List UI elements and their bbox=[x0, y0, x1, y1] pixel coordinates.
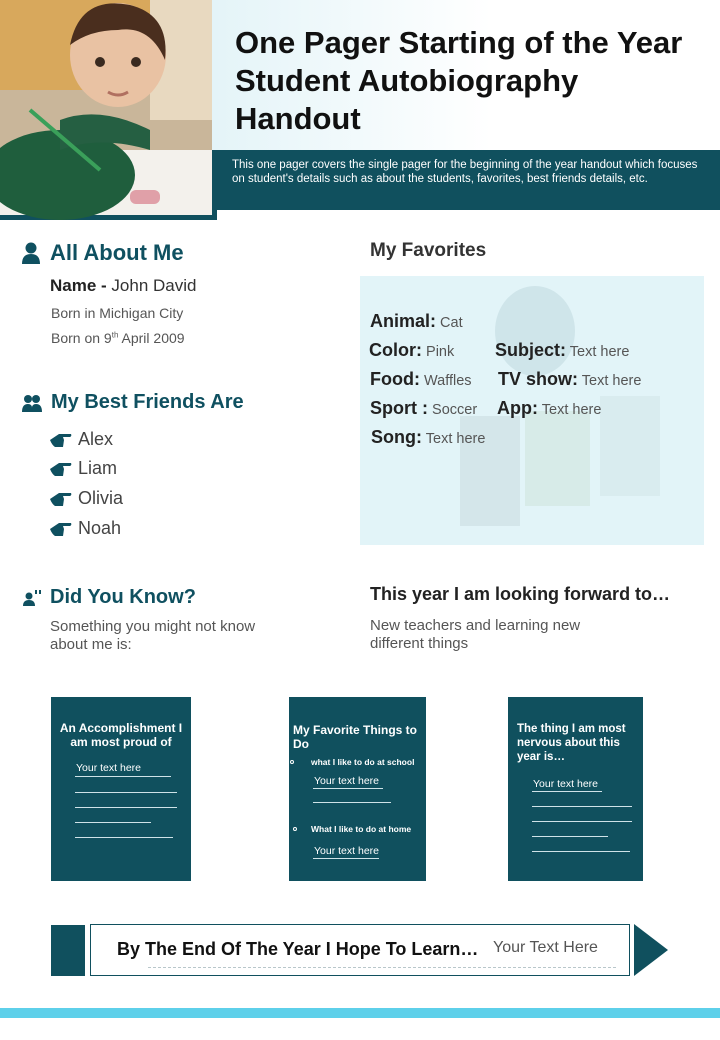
friends-heading: My Best Friends Are bbox=[51, 391, 244, 413]
card-line bbox=[532, 836, 608, 837]
color-value: Pink bbox=[426, 344, 455, 360]
sport-value: Soccer bbox=[432, 402, 478, 418]
born-date-suffix: April 2009 bbox=[118, 330, 185, 346]
animal-label: Animal: bbox=[370, 311, 437, 331]
student-photo bbox=[0, 0, 217, 220]
nervous-title: The thing I am most nervous about this year is… bbox=[517, 723, 626, 763]
person-icon bbox=[22, 242, 40, 264]
sport-label: Sport : bbox=[370, 398, 428, 418]
favorite-sport bbox=[370, 398, 477, 419]
accomplishment-text: Your text here bbox=[76, 762, 141, 774]
pointing-hand-icon bbox=[50, 491, 72, 507]
card-line bbox=[75, 807, 177, 808]
did-you-know-header bbox=[22, 586, 196, 609]
about-heading: All About Me bbox=[50, 240, 184, 265]
favorite-song bbox=[371, 427, 485, 448]
page-title: One Pager Starting of the Year Student Autobiography Handout bbox=[235, 25, 683, 136]
born-date bbox=[51, 330, 185, 346]
food-label: Food: bbox=[370, 369, 420, 389]
did-you-know-heading: Did You Know? bbox=[50, 586, 196, 608]
favorite-things-title: My Favorite Things to Do bbox=[293, 723, 418, 751]
forward-heading: This year I am looking forward to… bbox=[370, 584, 671, 604]
favorite-school-label: what I like to do at school bbox=[311, 757, 415, 767]
favorite-home-text: Your text here bbox=[314, 845, 379, 857]
friend-item bbox=[50, 518, 121, 539]
name-label: Name - bbox=[50, 276, 107, 295]
pointing-hand-icon bbox=[50, 521, 72, 537]
bullet-icon bbox=[290, 760, 294, 764]
tvshow-value: Text here bbox=[581, 373, 642, 389]
born-city: Born in Michigan City bbox=[51, 305, 184, 321]
bottom-accent-strip bbox=[0, 1008, 720, 1018]
app-value: Text here bbox=[541, 402, 602, 418]
tvshow-label: TV show: bbox=[498, 369, 578, 389]
song-label: Song: bbox=[371, 427, 422, 447]
favorite-food bbox=[370, 369, 472, 390]
banner-value: Your Text Here bbox=[493, 939, 598, 956]
friend-item bbox=[50, 429, 113, 450]
about-section-header bbox=[22, 240, 184, 266]
pointing-hand-icon bbox=[50, 461, 72, 477]
arrow-right-icon bbox=[632, 924, 670, 976]
did-you-know-text: Something you might not know about me is: bbox=[50, 618, 256, 653]
card-line bbox=[532, 791, 602, 792]
card-line bbox=[75, 822, 151, 823]
color-label: Color: bbox=[369, 340, 422, 360]
favorite-animal bbox=[370, 311, 463, 332]
food-value: Waffles bbox=[424, 373, 472, 389]
group-icon bbox=[22, 394, 42, 412]
born-date-sup: th bbox=[111, 330, 119, 340]
favorites-heading: My Favorites bbox=[370, 240, 487, 261]
favorite-app bbox=[497, 398, 601, 419]
forward-text: New teachers and learning new different things bbox=[370, 617, 581, 652]
app-label: App: bbox=[497, 398, 538, 418]
favorite-school-text: Your text here bbox=[314, 775, 379, 787]
card-line bbox=[532, 851, 630, 852]
name-value: John David bbox=[111, 276, 197, 295]
friend-name: Olivia bbox=[78, 488, 124, 508]
favorite-color bbox=[369, 340, 454, 361]
favorite-things-card bbox=[289, 697, 426, 881]
card-line bbox=[532, 821, 632, 822]
card-line bbox=[313, 802, 391, 803]
card-line bbox=[532, 806, 632, 807]
student-name bbox=[50, 276, 196, 296]
page-description: This one pager covers the single pager for the beginning of the year handout which focuses on student's details such as about the students, favorites, best friends details, etc. bbox=[232, 159, 698, 185]
subject-label: Subject: bbox=[495, 340, 567, 360]
banner-dashed-line bbox=[148, 967, 616, 968]
banner-label: By The End Of The Year I Hope To Learn… bbox=[117, 939, 479, 959]
friend-name: Noah bbox=[78, 518, 122, 538]
friend-name: Alex bbox=[78, 429, 114, 449]
favorite-subject bbox=[495, 340, 629, 361]
friend-item bbox=[50, 488, 123, 509]
favorites-panel bbox=[360, 276, 704, 545]
card-line bbox=[75, 776, 171, 777]
banner-left-block bbox=[51, 925, 85, 976]
favorite-home-label: What I like to do at home bbox=[311, 824, 412, 834]
friend-item bbox=[50, 458, 117, 479]
card-line bbox=[75, 837, 173, 838]
nervous-text: Your text here bbox=[533, 778, 598, 790]
subject-value: Text here bbox=[569, 344, 630, 360]
card-line bbox=[313, 788, 383, 789]
animal-value: Cat bbox=[440, 315, 463, 331]
favorite-tvshow bbox=[498, 369, 641, 390]
card-line bbox=[75, 792, 177, 793]
accomplishment-card bbox=[51, 697, 191, 881]
song-value: Text here bbox=[425, 431, 486, 447]
pointing-hand-icon bbox=[50, 432, 72, 448]
card-line bbox=[313, 858, 379, 859]
friend-name: Liam bbox=[78, 458, 118, 478]
born-date-prefix: Born on 9 bbox=[51, 330, 112, 346]
accomplishment-title: An Accomplishment I am most proud of bbox=[59, 721, 183, 749]
bullet-icon bbox=[293, 827, 297, 831]
person-speech-icon bbox=[22, 589, 42, 607]
nervous-card bbox=[508, 697, 643, 881]
friends-section-header bbox=[22, 391, 244, 414]
